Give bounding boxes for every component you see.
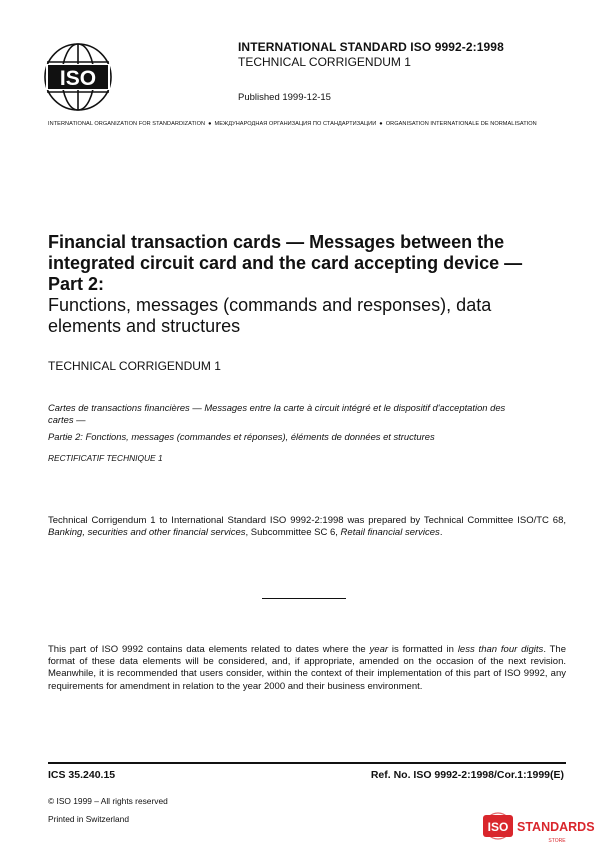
published-date: Published 1999-12-15 — [238, 92, 331, 103]
organization-line — [48, 121, 568, 127]
standard-subtitle: TECHNICAL CORRIGENDUM 1 — [238, 55, 411, 69]
title-line-2: integrated circuit card and the card accepting device — — [48, 253, 523, 273]
bullet-icon: ● — [208, 121, 212, 127]
section-divider — [262, 598, 346, 599]
iso-standards-store-logo — [481, 811, 600, 849]
org-name-ru: МЕЖДУНАРОДНАЯ ОРГАНИЗАЦИЯ ПО СТАНДАРТИЗАЦИИ — [214, 121, 377, 127]
svg-text:ISO: ISO — [487, 820, 509, 834]
org-name-en: INTERNATIONAL ORGANIZATION FOR STANDARDIZATION — [48, 121, 206, 127]
french-part: Partie 2: Fonctions, messages (commandes et réponses), éléments de données et structures — [48, 431, 435, 442]
french-title-line-1: Cartes de transactions financières — Messages entre la carte à circuit intégré et le dispositif d'acceptation des — [48, 402, 506, 413]
printed-in: Printed in Switzerland — [48, 814, 129, 824]
svg-text:STORE: STORE — [548, 838, 566, 844]
title-subtitle-line-1: Functions, messages (commands and responses), data — [48, 295, 492, 315]
title-line-1: Financial transaction cards — Messages between the — [48, 232, 505, 252]
year-2000-notice: This part of ISO 9992 contains data elements related to dates where the year is formatted in less than four digits. The format of these data elements will be considered, and, if appropriate, amended on the occasion of the next revision. Meanwhile, it is recommended that users consider, within the context of their implementation of this part of ISO 9992, any requirements for amendment in relation to the year 2000 and their business environment. — [48, 644, 567, 692]
standard-title: INTERNATIONAL STANDARD ISO 9992-2:1998 — [238, 40, 504, 54]
document-title — [48, 232, 568, 337]
bullet-icon: ● — [379, 121, 383, 127]
title-subtitle-line-2: elements and structures — [48, 316, 241, 336]
copyright-notice: © ISO 1999 – All rights reserved — [48, 796, 168, 806]
ics-code: ICS 35.240.15 — [48, 769, 116, 781]
iso-logo — [42, 42, 114, 112]
reference-number: Ref. No. ISO 9992-2:1998/Cor.1:1999(E) — [370, 769, 564, 781]
footer-divider — [48, 762, 566, 764]
subcommittee-name: Retail financial services — [340, 527, 440, 538]
corrigendum-label: TECHNICAL CORRIGENDUM 1 — [48, 359, 221, 373]
committee-name: Banking, securities and other financial services — [48, 527, 246, 538]
french-title-block — [48, 402, 556, 469]
org-name-fr: ORGANISATION INTERNATIONALE DE NORMALISATION — [385, 121, 537, 127]
french-corrigendum: RECTIFICATIF TECHNIQUE 1 — [48, 453, 163, 463]
french-title-line-2: cartes — — [48, 414, 86, 425]
preparation-paragraph: Technical Corrigendum 1 to International Standard ISO 9992-2:1998 was prepared by Technical Committee ISO/TC 68, Banking, securities and other financial services, Subcommittee SC 6, Retail financial services. — [48, 515, 566, 538]
title-part: Part 2: — [48, 274, 105, 294]
svg-text:STANDARDS: STANDARDS — [517, 820, 595, 834]
iso-logo-text: ISO — [59, 67, 97, 90]
